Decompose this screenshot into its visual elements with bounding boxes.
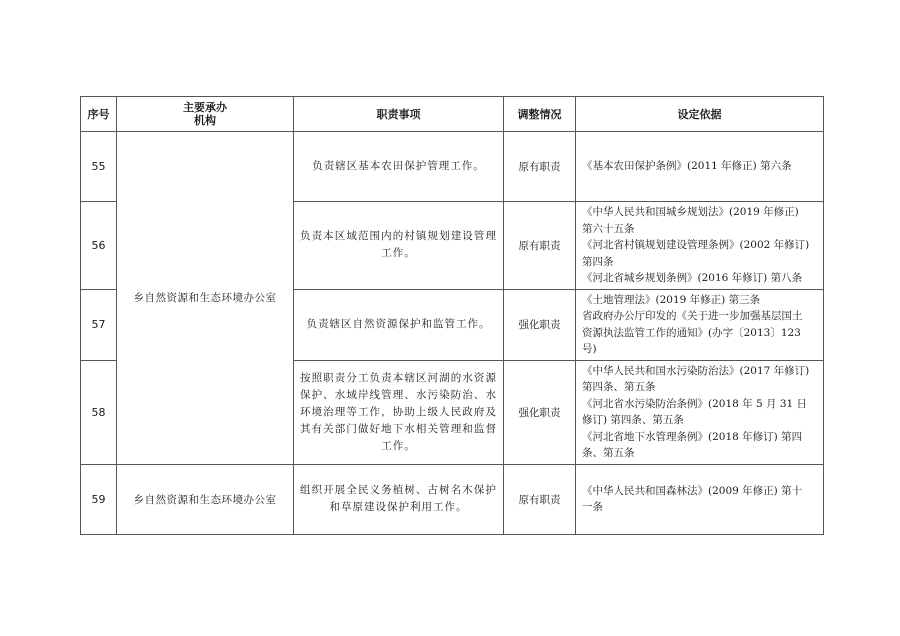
row-no: 57 xyxy=(81,289,117,360)
basis-line: 《中华人民共和国森林法》(2009 年修正) 第十 xyxy=(582,484,803,497)
duty-table xyxy=(80,96,824,535)
row-duty: 负责辖区自然资源保护和监管工作。 xyxy=(294,289,504,360)
basis-line: 修订) 第四条、第五条 xyxy=(582,414,684,426)
row-basis xyxy=(576,202,824,290)
row-adjust: 原有职责 xyxy=(504,202,576,290)
basis-line: 《河北省水污染防治条例》(2018 年 5 月 31 日 xyxy=(582,397,808,410)
basis-line: 《土地管理法》(2019 年修正) 第三条 xyxy=(582,293,761,306)
basis-line: 号) xyxy=(582,343,597,355)
header-adjust: 调整情况 xyxy=(504,97,576,132)
header-org-line1: 主要承办 xyxy=(183,101,227,114)
basis-line: 资源执法监管工作的通知》(办字〔2013〕123 xyxy=(582,326,801,339)
table-row xyxy=(81,464,824,534)
basis-line: 第四条 xyxy=(582,255,614,268)
merged-org-cell: 乡自然资源和生态环境办公室 xyxy=(117,132,294,465)
header-basis: 设定依据 xyxy=(576,97,824,132)
basis-line: 第六十五条 xyxy=(582,222,635,235)
header-org-line2: 机构 xyxy=(194,114,216,127)
row-adjust: 强化职责 xyxy=(504,289,576,360)
row-adjust: 强化职责 xyxy=(504,360,576,464)
row-duty: 负责辖区基本农田保护管理工作。 xyxy=(294,132,504,202)
basis-line: 《基本农田保护条例》(2011 年修正) 第六条 xyxy=(582,160,792,173)
header-duty: 职责事项 xyxy=(294,97,504,132)
row-duty: 负责本区域范围内的村镇规划建设管理工作。 xyxy=(294,202,504,290)
row-adjust: 原有职责 xyxy=(504,464,576,534)
table-row xyxy=(81,132,824,202)
row-duty: 组织开展全民义务植树、古树名木保护和草原建设保护利用工作。 xyxy=(294,464,504,534)
row-no: 58 xyxy=(81,360,117,464)
row-basis xyxy=(576,132,824,202)
row-basis xyxy=(576,289,824,360)
basis-line: 《河北省城乡规划条例》(2016 年修订) 第八条 xyxy=(582,272,803,284)
row-no: 55 xyxy=(81,132,117,202)
row-basis xyxy=(576,360,824,464)
row-duty: 按照职责分工负责本辖区河湖的水资源保护、水域岸线管理、水污染防治、水环境治理等工作，协助上级人民政府及其有关部门做好地下水相关管理和监督工作。 xyxy=(294,360,504,464)
table-header-row xyxy=(81,97,824,132)
basis-line: 《河北省地下水管理条例》(2018 年修订) 第四 xyxy=(582,430,803,443)
basis-line: 一条 xyxy=(582,501,603,513)
basis-line: 条、第五条 xyxy=(582,447,635,459)
row-no: 56 xyxy=(81,202,117,290)
basis-line: 《中华人民共和国水污染防治法》(2017 年修订) xyxy=(582,364,810,377)
header-org xyxy=(117,97,294,132)
basis-line: 《中华人民共和国城乡规划法》(2019 年修正) xyxy=(582,206,799,218)
basis-line: 第四条、第五条 xyxy=(582,381,656,393)
basis-line: 《河北省村镇规划建设管理条例》(2002 年修订) xyxy=(582,239,810,251)
row-org: 乡自然资源和生态环境办公室 xyxy=(117,464,294,534)
basis-line: 省政府办公厅印发的《关于进一步加强基层国土 xyxy=(582,310,803,322)
row-adjust: 原有职责 xyxy=(504,132,576,202)
header-no: 序号 xyxy=(81,97,117,132)
row-no: 59 xyxy=(81,464,117,534)
row-basis xyxy=(576,464,824,534)
